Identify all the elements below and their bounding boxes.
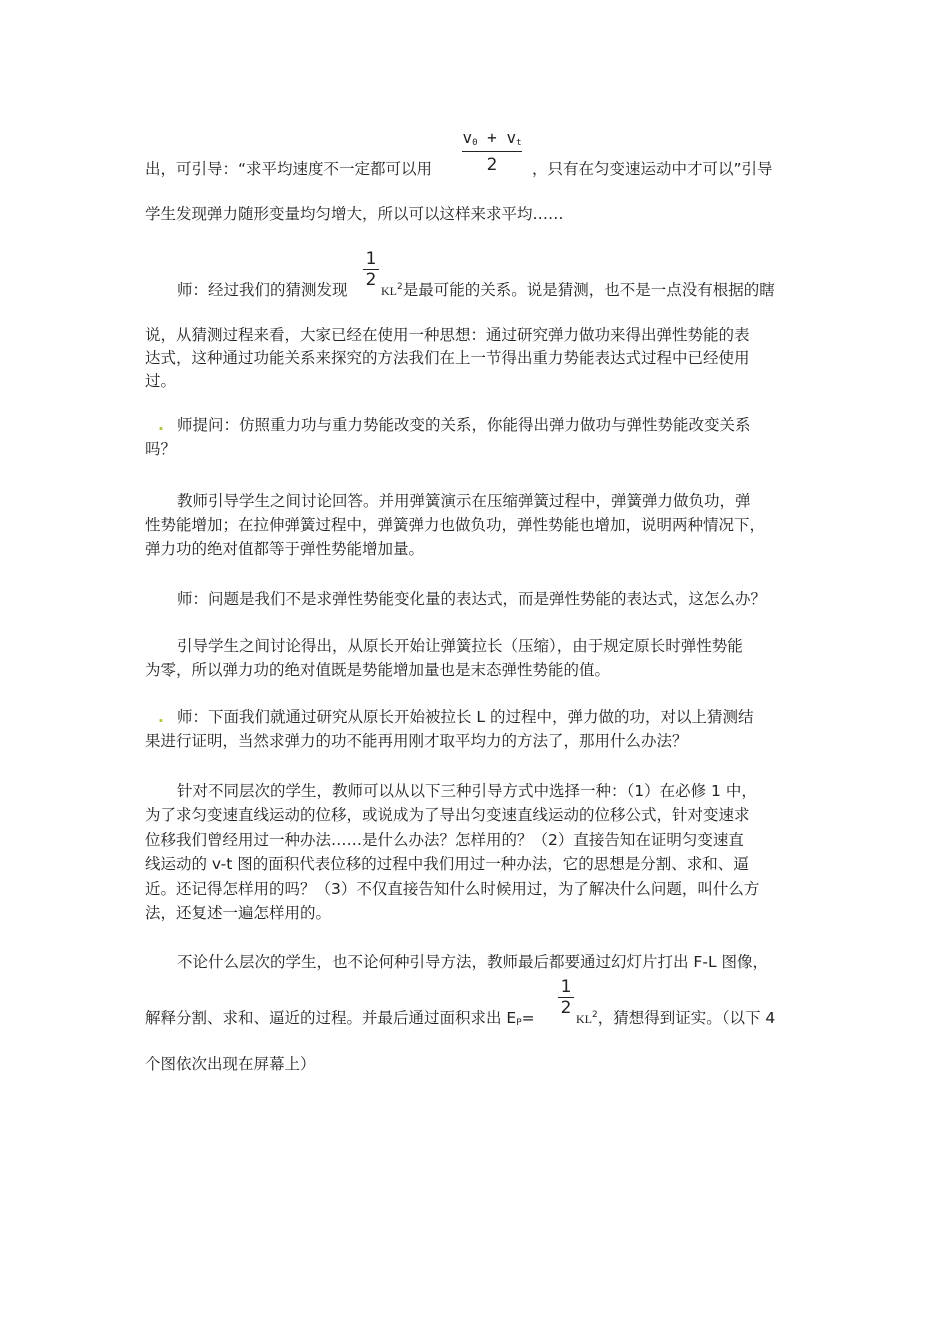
p2-line4: 过。 (145, 372, 177, 390)
bullet-marker: . (158, 416, 164, 434)
p8-line2: 为了求匀变速直线运动的位移，或说成为了导出匀变速直线运动的位移公式，针对变速求 (145, 806, 750, 824)
fraction-v0-plus-vt-over-2: $v_0 + v_t$ 2 (462, 128, 522, 175)
p5-line1: 师：问题是我们不是求弹性势能变化量的表达式，而是弹性势能的表达式，这怎么办？ (177, 590, 767, 608)
p6-line2: 为零，所以弹力功的绝对值既是势能增加量也是末态弹性势能的值。 (145, 661, 611, 679)
fraction-one-half-2: 1 2 (558, 977, 574, 1018)
p1-line1: 出，可引导：“求平均速度不一定都可以用 (145, 160, 433, 178)
p3-line1: 师提问：仿照重力功与重力势能改变的关系，你能得出弹力做功与弹性势能改变关系 (177, 416, 751, 434)
frac-denominator: 2 (486, 155, 498, 175)
p3-line2: 吗？ (145, 440, 177, 458)
p8-line1: 针对不同层次的学生，教师可以从以下三种引导方式中选择一种：（1）在必修 1 中， (177, 782, 757, 800)
p8-line4: 线运动的 v-t 图的面积代表位移的过程中我们用过一种办法，它的思想是分割、求和、逼 (145, 855, 749, 873)
p7-line2: 果进行证明，当然求弹力的功不能再用刚才取平均力的方法了，那用什么办法？ (145, 732, 688, 750)
p1-line2: 学生发现弹力随形变量均匀增大，所以可以这样来求平均…… (145, 205, 564, 223)
p2-line3: 达式，这种通过功能关系来探究的方法我们在上一节得出重力势能表达式过程中已经使用 (145, 349, 750, 367)
p2-line1: 师：经过我们的猜测发现 (177, 281, 348, 299)
frac-numerator-vt: v (506, 128, 517, 147)
p8-line6: 法，还复述一遍怎样用的。 (145, 904, 332, 922)
p6-line1: 引导学生之间讨论得出，从原长开始让弹簧拉长（压缩），由于规定原长时弹性势能 (177, 637, 743, 655)
p9-line2: 解释分割、求和、逼近的过程。并最后通过面积求出 $E_P=$ (145, 1009, 535, 1028)
p9-line3: 个图依次出现在屏幕上） (145, 1055, 316, 1073)
p7-line1: 师：下面我们就通过研究从原长开始被拉长 L 的过程中，弹力做的功，对以上猜测结 (177, 708, 754, 726)
bullet-marker: . (158, 708, 164, 726)
p2-line1-cont: $KL^2$是最可能的关系。说是猜测，也不是一点没有根据的瞎 (381, 281, 775, 299)
p9-line2-cont: $KL^2$，猜想得到证实。（以下 4 (576, 1009, 776, 1027)
frac-numerator-v0: v (462, 128, 473, 147)
fraction-one-half: 1 2 (363, 249, 379, 290)
p4-line3: 弹力功的绝对值都等于弹性势能增加量。 (145, 540, 425, 558)
p9-line1: 不论什么层次的学生，也不论何种引导方法，教师最后都要通过幻灯片打出 F-L 图像， (177, 953, 769, 971)
p8-line3: 位移我们曾经用过一种办法……是什么办法？怎样用的？（2）直接告知在证明匀变速直 (145, 831, 744, 849)
p4-line2: 性势能增加；在拉伸弹簧过程中，弹簧弹力也做负功，弹性势能也增加，说明两种情况下， (145, 516, 766, 534)
p8-line5: 近。还记得怎样用的吗？（3）不仅直接告知什么时候用过，为了解决什么问题，叫什么方 (145, 880, 760, 898)
p1-line1-cont: ，只有在匀变速运动中才可以”引导 (532, 160, 773, 178)
p4-line1: 教师引导学生之间讨论回答。并用弹簧演示在压缩弹簧过程中，弹簧弹力做负功，弹 (177, 492, 751, 510)
p2-line2: 说，从猜测过程来看，大家已经在使用一种思想：通过研究弹力做功来得出弹性势能的表 (145, 326, 750, 344)
